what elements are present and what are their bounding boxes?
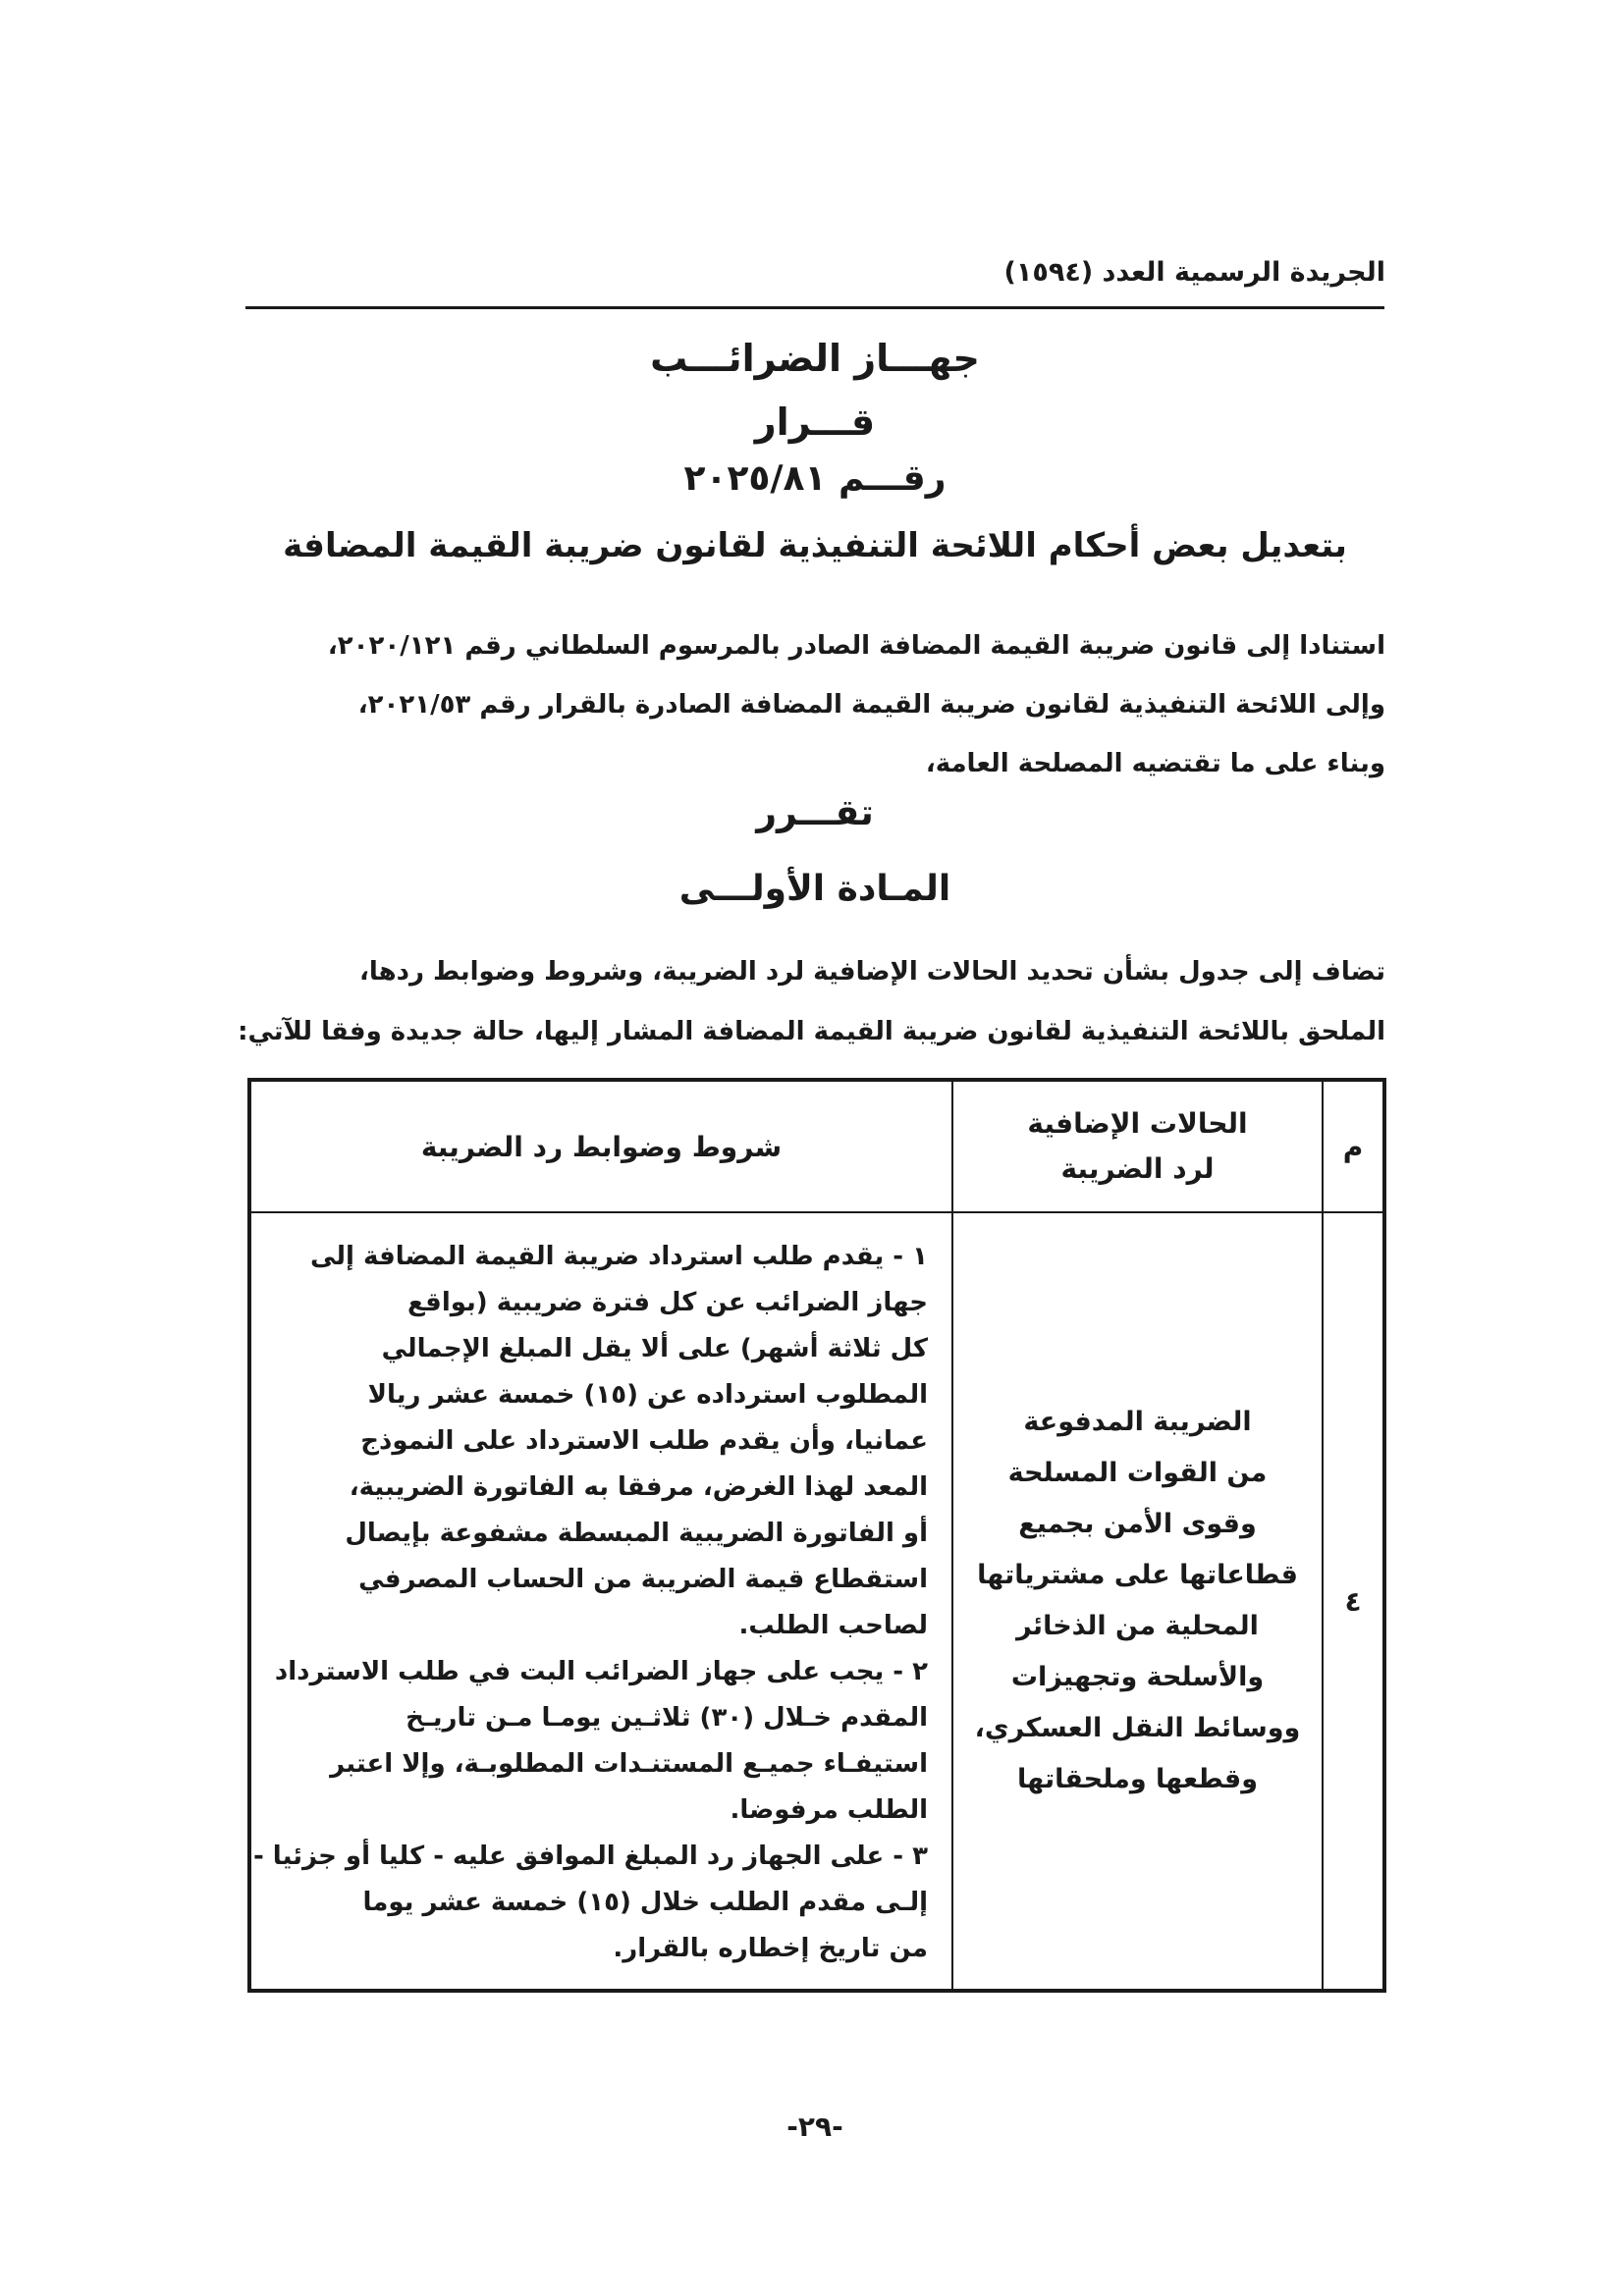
case-line: المحلية من الذخائر [1016, 1611, 1259, 1641]
gazette-header-title: الجريدة الرسمية العدد (١٥٩٤) [1003, 257, 1385, 288]
condition-line: المطلوب استرداده عن (١٥) خمسة عشر ريالا [367, 1380, 928, 1410]
preamble-line: وإلى اللائحة التنفيذية لقانون ضريبة القيمة المضافة الصادرة بالقرار رقم ٢٠٢١/٥٣، [357, 690, 1385, 720]
row-conditions [249, 1212, 952, 1991]
issuing-authority: جهـــاز الضرائـــب [650, 337, 980, 380]
condition-line: إلـى مقدم الطلب خلال (١٥) خمسة عشر يوما [362, 1888, 928, 1917]
condition-line: أو الفاتورة الضريبية المبسطة مشفوعة بإيصال [345, 1519, 928, 1548]
header-cases-line: الحالات الإضافية [1027, 1107, 1248, 1140]
case-line: قطاعاتها على مشترياتها [977, 1560, 1298, 1590]
condition-line: الطلب مرفوضا. [730, 1795, 928, 1825]
case-line: وقطعها وملحقاتها [1016, 1764, 1259, 1794]
condition-line: من تاريخ إخطاره بالقرار. [613, 1934, 928, 1963]
case-line: من القوات المسلحة [1007, 1458, 1268, 1488]
condition-line: المعد لهذا الغرض، مرفقا به الفاتورة الضريبية، [349, 1472, 928, 1502]
condition-item-2 [271, 1649, 928, 1834]
condition-line: عمانيا، وأن يقدم طلب الاسترداد على النموذج [360, 1426, 928, 1456]
table-header-row [249, 1080, 1384, 1212]
condition-line: ١ - يقدم طلب استرداد ضريبة القيمة المضافة إلى [309, 1242, 928, 1271]
condition-line: ٢ - يجب على جهاز الضرائب البت في طلب الاسترداد [274, 1657, 928, 1686]
case-line: وقوى الأمن بجميع [1018, 1509, 1257, 1539]
preamble-line: استنادا إلى قانون ضريبة القيمة المضافة الصادر بالمرسوم السلطاني رقم ٢٠٢٠/١٢١، [327, 631, 1385, 661]
decision-label: قـــرار [754, 400, 876, 444]
conditions-list [252, 1234, 928, 1972]
condition-line: جهاز الضرائب عن كل فترة ضريبية (بواقع [407, 1288, 928, 1317]
header-divider [245, 306, 1384, 309]
article-text [238, 942, 1385, 1062]
header-conditions: شروط وضوابط رد الضريبة [249, 1080, 952, 1212]
decides-heading: تقـــرر [756, 793, 874, 833]
case-line: الضريبة المدفوعة [1023, 1407, 1252, 1437]
table-row [249, 1212, 1384, 1991]
case-line: ووسائط النقل العسكري، [974, 1713, 1301, 1743]
condition-line: لصاحب الطلب. [738, 1611, 928, 1640]
preamble-line: وبناء على ما تقتضيه المصلحة العامة، [925, 749, 1385, 778]
condition-line: استيفـاء جميـع المستنـدات المطلوبـة، وإلا اعتبر [330, 1749, 928, 1779]
page-number: -٢٩- [786, 2110, 843, 2143]
header-serial-number: م [1323, 1080, 1384, 1212]
header-cases-line: لرد الضريبة [1060, 1152, 1215, 1185]
condition-item-1 [271, 1234, 928, 1649]
article-text-line: الملحق باللائحة التنفيذية لقانون ضريبة القيمة المضافة المشار إليها، حالة جديدة وفقا للآتي: [238, 1017, 1385, 1046]
case-line: والأسلحة وتجهيزات [1010, 1662, 1265, 1692]
condition-line: استقطاع قيمة الضريبة من الحساب المصرفي [358, 1565, 928, 1594]
decision-subject: بتعديل بعض أحكام اللائحة التنفيذية لقانون ضريبة القيمة المضافة [283, 526, 1347, 565]
condition-line: المقدم خـلال (٣٠) ثلاثـين يومـا مـن تاريـخ [406, 1703, 928, 1733]
refund-cases-table [247, 1078, 1386, 1993]
condition-item-3 [252, 1834, 928, 1972]
decision-number: رقـــم ٢٠٢٥/٨١ [683, 458, 947, 499]
preamble [255, 616, 1385, 793]
row-case-description [952, 1212, 1323, 1991]
header-additional-cases [952, 1080, 1323, 1212]
condition-line: ٣ - على الجهاز رد المبلغ الموافق عليه - كليا أو جزئيا - [252, 1842, 928, 1871]
row-serial-number: ٤ [1323, 1212, 1384, 1991]
article-text-line: تضاف إلى جدول بشأن تحديد الحالات الإضافية لرد الضريبة، وشروط وضوابط ردها، [359, 957, 1385, 987]
article-heading: المـادة الأولـــى [678, 869, 951, 909]
condition-line: كل ثلاثة أشهر) على ألا يقل المبلغ الإجمالي [381, 1334, 928, 1363]
